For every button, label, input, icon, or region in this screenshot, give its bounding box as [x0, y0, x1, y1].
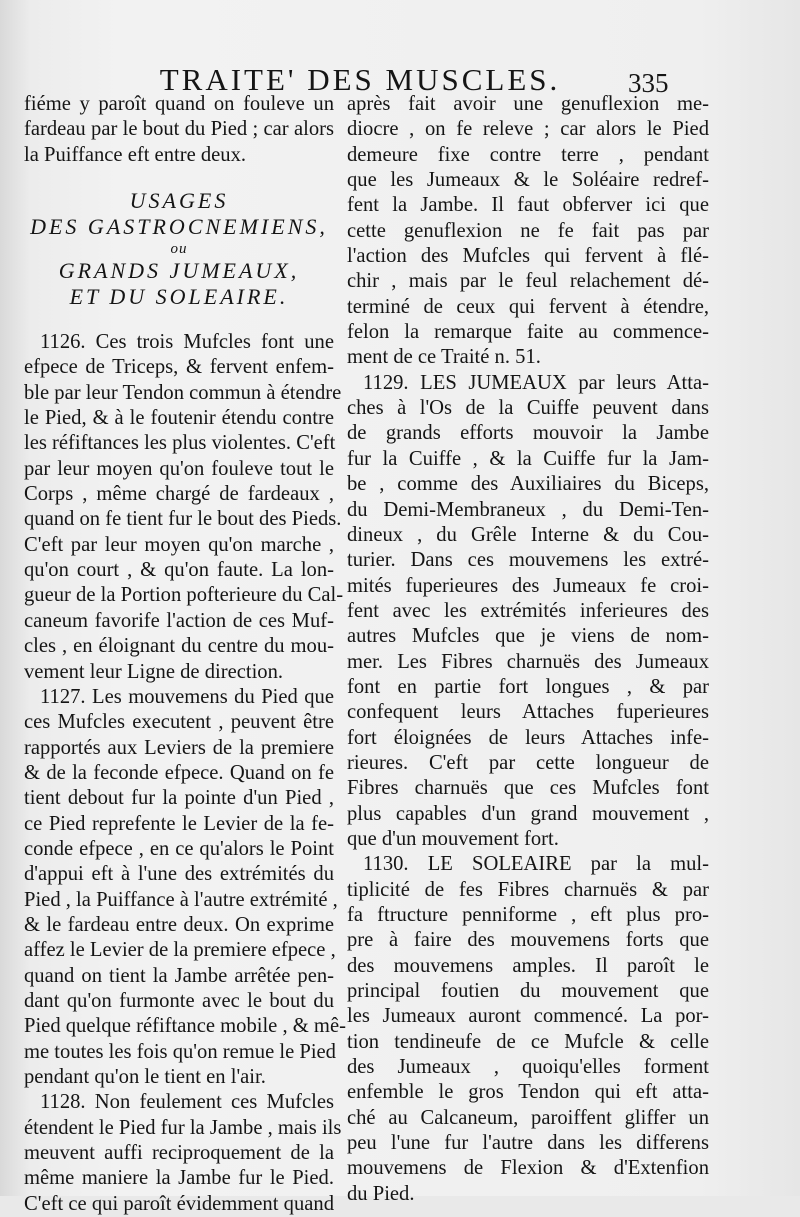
text-line: fiéme y paroît quand on fouleve un	[24, 93, 334, 115]
text-line: rapportés aux Leviers de la premiere	[24, 736, 334, 759]
text-line: fent avec les extrémités inferieures des	[347, 599, 709, 622]
section-heading	[24, 178, 334, 320]
text-line: fardeau par le bout du Pied ; car alors	[24, 118, 334, 141]
text-line: peu l'une fur l'autre dans les differens	[347, 1132, 709, 1155]
text-line: rieures. C'eft par cette longueur de	[347, 751, 709, 774]
text-line: enfemble le gros Tendon qui eft atta-	[347, 1081, 709, 1104]
text-line: tient debout fur la pointe d'un Pied ,	[24, 787, 334, 810]
text-line: tion tendineufe de ce Mufcle & celle	[347, 1030, 709, 1053]
text-line: pre à faire des mouvemens forts que	[347, 929, 709, 952]
text-line: fur la Cuiffe , & la Cuiffe fur la Jam-	[347, 447, 709, 470]
text-line: fent la Jambe. Il faut obferver ici que	[347, 194, 709, 217]
heading-line: DES GASTROCNEMIENS,	[30, 214, 328, 240]
paragraph-1127	[24, 685, 346, 1091]
text-line: ces Mufcles executent , peuvent être	[24, 711, 334, 734]
text-line: tiplicité de fes Fibres charnuës & par	[347, 878, 709, 901]
intro-paragraph	[24, 92, 334, 168]
text-line: caneum favorife l'action de ces Muf-	[24, 609, 334, 632]
text-line: des Jumeaux , quoiqu'elles forment	[347, 1056, 709, 1079]
text-line: felon la remarque faite au commence-	[347, 321, 709, 344]
text-line: Pied quelque réfiftance mobile , & mê-	[24, 1015, 346, 1038]
text-line: C'eft par leur moyen qu'on marche ,	[24, 533, 334, 556]
text-line: mouvemens de Flexion & d'Extenfion	[347, 1157, 709, 1180]
running-title: TRAITE' DES MUSCLES.	[159, 62, 561, 97]
text-line: 1128. Non feulement ces Mufcles	[40, 1091, 334, 1114]
text-line: d'appui eft à l'une des extrémités du	[24, 863, 334, 886]
text-line: l'action des Mufcles qui fervent à flé-	[347, 245, 709, 268]
text-line: 1129. LES JUMEAUX par leurs Atta-	[363, 371, 709, 394]
text-line: Fibres charnuës que ces Mufcles font	[347, 777, 709, 800]
paragraph-1126	[24, 330, 344, 685]
text-line: font en partie fort longues , & par	[347, 675, 709, 698]
text-line: mer. Les Fibres charnuës des Jumeaux	[347, 650, 709, 673]
text-line: & le fardeau entre deux. On exprime	[24, 913, 334, 936]
text-line: affez le Levier de la premiere efpece ,	[24, 939, 336, 962]
text-line: mités fuperieures des Jumeaux fe croi-	[347, 574, 709, 597]
text-line: be , comme des Auxiliaires du Biceps,	[347, 473, 709, 496]
text-line: dineux , du Grêle Interne & du Cou-	[347, 523, 709, 546]
text-line: & de la feconde efpece. Quand on fe	[24, 761, 334, 784]
text-line: turier. Dans ces mouvemens les extré-	[347, 549, 709, 572]
paragraph-1129	[347, 371, 709, 853]
text-line: fort éloignées de leurs Attaches infe-	[347, 726, 709, 749]
text-line: 1127. Les mouvemens du Pied que	[40, 685, 334, 708]
heading-line: ou	[170, 241, 188, 258]
text-line: plus capables d'un grand mouvement ,	[347, 802, 709, 825]
text-line: 1126. Ces trois Mufcles font une	[40, 331, 334, 354]
paragraph-1130	[347, 852, 709, 1207]
text-line: fa ftructure penniforme , eft plus pro-	[347, 904, 709, 926]
heading-line: USAGES	[129, 188, 229, 214]
text-line: après fait avoir une genuflexion me-	[347, 93, 709, 115]
text-line: par leur moyen qu'on fouleve tout le	[24, 457, 334, 480]
paragraph-1128	[24, 1090, 342, 1217]
continued-paragraph	[347, 92, 709, 371]
text-line: ce Pied reprefente le Levier de la fe-	[24, 812, 334, 835]
text-line: cette genuflexion ne fe fait pas par	[347, 219, 709, 242]
text-line: 1130. LE SOLEAIRE par la mul-	[363, 853, 709, 876]
text-line: qu'on court , & qu'on faute. La lon-	[24, 559, 334, 582]
text-line: de grands efforts mouvoir la Jambe	[347, 422, 709, 445]
text-line: cles , en éloignant du centre du mou-	[24, 635, 334, 658]
text-line: étendent le Pied fur la Jambe , mais ils	[24, 1116, 342, 1139]
text-line: C'eft ce qui paroît évidemment quand	[24, 1192, 334, 1215]
text-line: la Puiffance eft entre deux.	[24, 143, 247, 166]
text-line: demeure fixe contre terre , pendant	[347, 143, 709, 166]
page-number: 335	[628, 68, 669, 98]
text-line: autres Mufcles que je viens de nom-	[347, 625, 709, 648]
text-line: efpece de Triceps, & fervent enfem-	[24, 356, 334, 379]
text-line: me toutes les fois qu'on remue le Pied	[24, 1040, 336, 1063]
text-line: meuvent auffi reciproquement de la	[24, 1142, 334, 1165]
text-line: chir , mais par le feul relachement dé-	[347, 270, 709, 293]
text-line: gueur de la Portion pofterieure du Cal-	[24, 584, 344, 607]
text-line: principal foutien du mouvement que	[347, 980, 709, 1003]
right-column	[347, 92, 709, 1207]
text-line: quand on tient la Jambe arrêtée pen-	[24, 964, 334, 987]
text-line: dant qu'on furmonte avec le bout du	[24, 989, 334, 1012]
text-line: Pied , la Puiffance à l'autre extrémité ,	[24, 888, 338, 911]
text-line: pendant qu'on le tient en l'air.	[24, 1066, 266, 1088]
text-line: des mouvemens amples. Il paroît le	[347, 954, 709, 977]
text-line: du Pied.	[347, 1182, 415, 1205]
text-line: vement leur Ligne de direction.	[24, 660, 284, 683]
text-line: les Jumeaux auront commencé. La por-	[347, 1005, 709, 1028]
heading-line: GRANDS JUMEAUX,	[58, 258, 300, 284]
text-line: que d'un mouvement fort.	[347, 827, 559, 850]
text-line: ches à l'Os de la Cuiffe peuvent dans	[347, 397, 709, 420]
text-line: Corps , même chargé de fardeaux ,	[24, 483, 334, 506]
text-line: ché au Calcaneum, paroiffent gliffer un	[347, 1106, 709, 1129]
text-line: ble par leur Tendon commun à étendre	[24, 381, 342, 404]
text-line: terminé de ceux qui fervent à étendre,	[347, 295, 709, 318]
text-line: conde efpece , en ce qu'alors le Point	[24, 837, 334, 860]
text-line: ment de ce Traité n. 51.	[347, 346, 541, 369]
text-line: les réfiftances les plus violentes. C'eft	[24, 432, 336, 455]
text-line: même maniere la Jambe fur le Pied.	[24, 1167, 334, 1190]
text-line: du Demi-Membraneux , du Demi-Ten-	[347, 498, 709, 521]
text-line: que les Jumeaux & le Soléaire redref-	[347, 169, 709, 192]
heading-line: ET DU SOLEAIRE.	[69, 284, 289, 310]
text-line: quand on fe tient fur le bout des Pieds.	[24, 508, 342, 531]
text-line: confequent leurs Attaches fuperieures	[347, 701, 709, 724]
left-column	[24, 92, 346, 1217]
text-line: le Pied, & à le foutenir étendu contre	[24, 407, 334, 430]
text-line: diocre , on fe releve ; car alors le Pied	[347, 118, 709, 141]
